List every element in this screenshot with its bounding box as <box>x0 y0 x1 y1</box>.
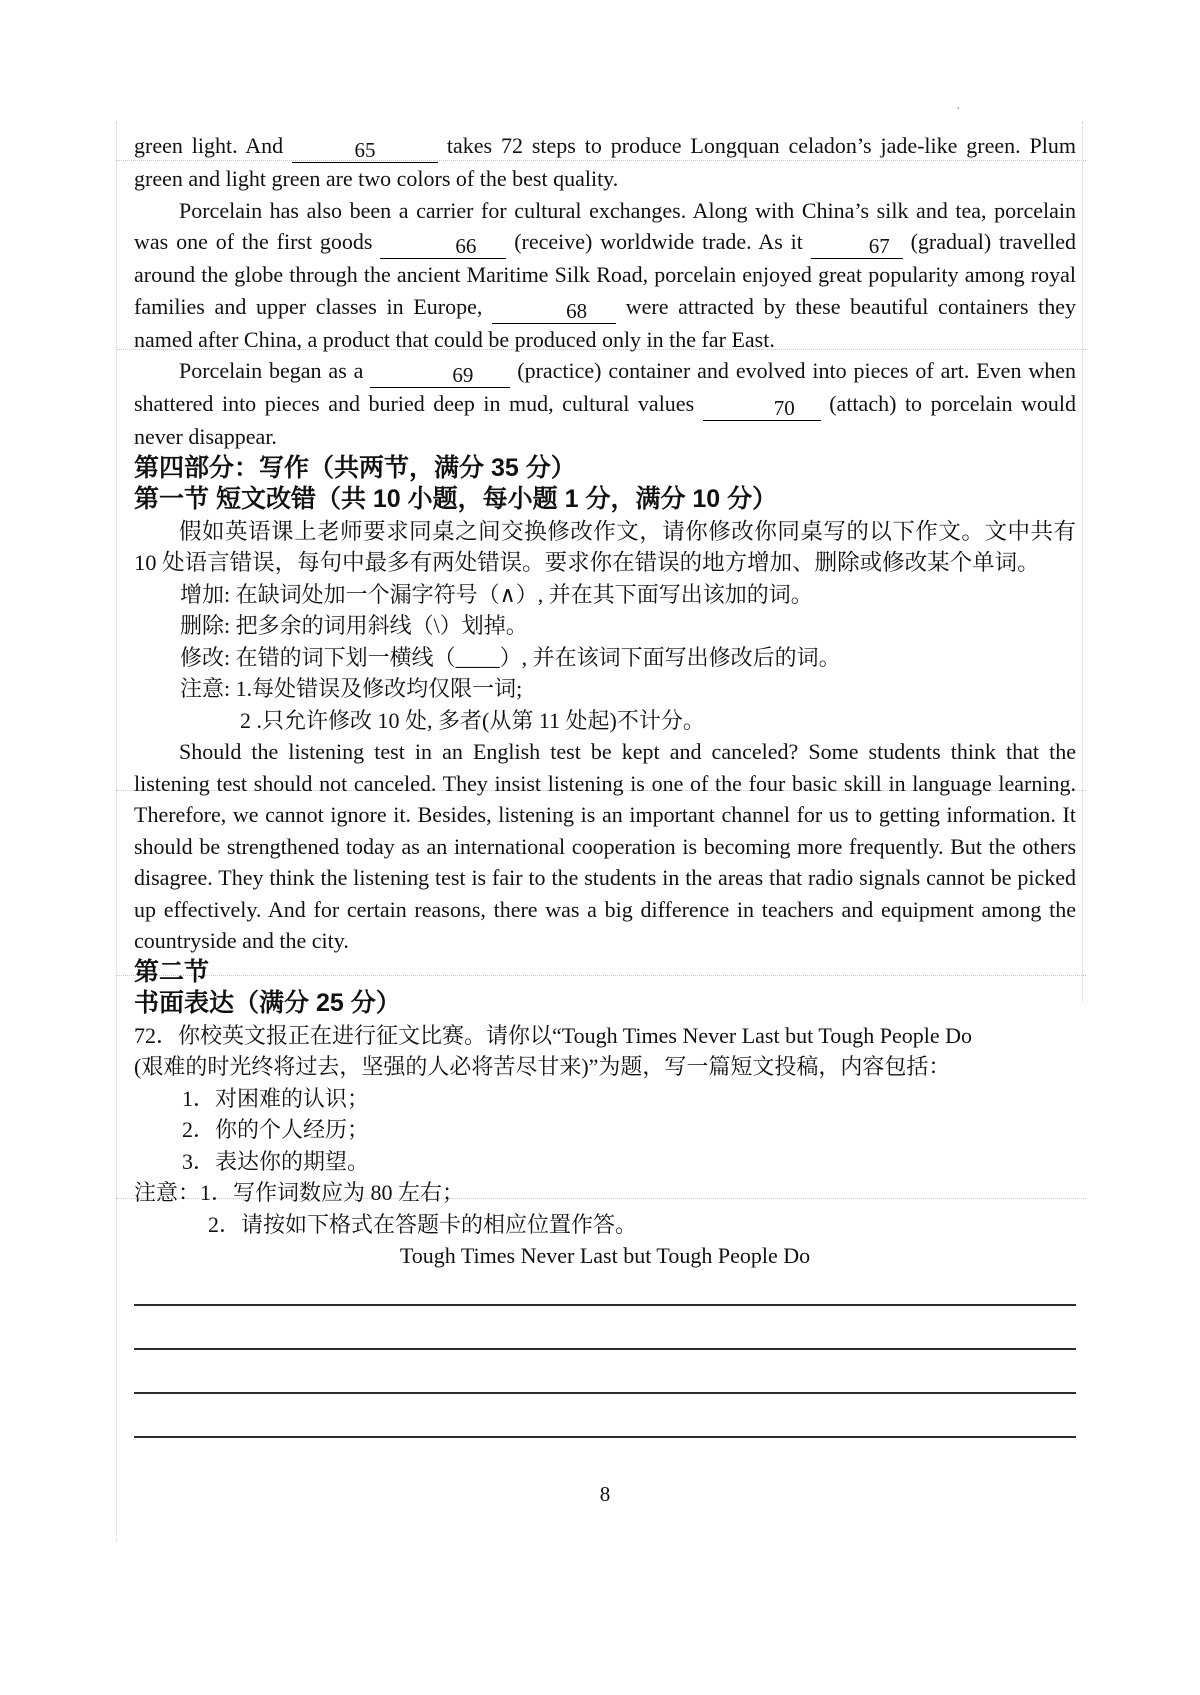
part4-heading: 第四部分：写作（共两节，满分 35 分） <box>134 453 576 482</box>
cloze-text: Porcelain began as a <box>179 358 371 383</box>
blank-67 <box>811 234 903 259</box>
page-number: 8 <box>599 1481 611 1506</box>
writing-area <box>134 1304 1076 1438</box>
correction-rule-add: 增加: 在缺词处加一个漏字符号（∧）, 并在其下面写出该加的词。 <box>180 581 813 607</box>
section2-heading: 第二节 <box>134 957 210 986</box>
blank-68 <box>492 299 616 324</box>
cloze-text: Porcelain has also been a carrier for cultural exchanges. Along with China’s silk and tea, porcelain was one of the first goods <box>134 197 1076 254</box>
composition-item-1: 1．对困难的认识； <box>182 1085 370 1111</box>
blank-number: 67 <box>868 234 890 258</box>
composition-note-2: 2．请按如下格式在答题卡的相应位置作答。 <box>208 1211 638 1237</box>
page-content <box>134 130 1076 1508</box>
cloze-text: (receive) worldwide trade. As it <box>506 229 811 254</box>
blank-number: 69 <box>452 363 474 387</box>
correction-rule-delete: 删除: 把多余的词用斜线（\）划掉。 <box>180 613 528 638</box>
scan-stray-mark: · <box>956 102 961 117</box>
correction-note-2: 2 .只允许修改 10 处, 多者(从第 11 处起)不计分。 <box>240 707 705 733</box>
blank-69 <box>370 363 510 388</box>
cloze-text: green light. And <box>134 133 292 158</box>
cloze-paragraph-3 <box>134 355 1076 453</box>
cloze-text: (practice) container and evolved into pieces of art. Even when shattered into pieces and buried deep in mud, cultural values <box>134 358 1077 416</box>
writing-line-4 <box>134 1436 1076 1438</box>
composition-item-3: 3．表达你的期望。 <box>182 1148 370 1174</box>
blank-66 <box>380 234 506 259</box>
cloze-paragraph-2 <box>134 195 1076 356</box>
composition-task-line-1: 72．你校英文报正在进行征文比赛。请你以“Tough Times Never Last but Tough People Do <box>134 1022 972 1048</box>
composition-heading: 书面表达（满分 25 分） <box>134 989 401 1017</box>
scan-artifact-left-rule <box>116 122 117 1542</box>
blank-65 <box>292 138 438 163</box>
composition-item-2: 2．你的个人经历； <box>182 1117 370 1142</box>
correction-passage: Should the listening test in an English test be kept and canceled? Some students think that the listening test should not canceled. They insist listening is one of the four basic skill in language learning. Therefore, we cannot ignore it. Besides, listening is an important channel for us to getting information. It should be strengthened today as an international cooperation is becoming more frequently. But the others disagree. They think the listening test is fair to the students in the areas that radio signals cannot be picked up effectively. And for certain reasons, there was a big difference in teachers and equipment among the countryside and the city. <box>134 739 1076 953</box>
correction-note-1: 注意: 1.每处错误及修改均仅限一词; <box>180 676 523 701</box>
blank-number: 70 <box>773 396 795 420</box>
correction-intro: 假如英语课上老师要求同桌之间交换修改作文，请你修改你同桌写的以下作文。文中共有 10 处语言错误，每句中最多有两处错误。要求你在错误的地方增加、删除或修改某个单词。 <box>134 518 1076 575</box>
writing-line-3 <box>134 1392 1076 1394</box>
cloze-text: (gradual) travelled around the globe through the ancient Maritime Silk Road, porcelain enjoyed great popularity among royal families and upper classes in Europe, <box>134 229 1077 319</box>
cloze-text: (attach) to porcelain would never disappear. <box>134 391 1076 449</box>
scan-artifact-right-rule <box>1082 122 1083 1002</box>
blank-number: 66 <box>455 234 477 258</box>
writing-line-2 <box>134 1348 1076 1350</box>
blank-number: 65 <box>354 138 376 162</box>
cloze-text: takes 72 steps to produce Longquan celadon’s jade-like green. Plum green and light green are two colors of the best quality. <box>134 133 1076 191</box>
section1-heading: 第一节 短文改错（共 10 小题，每小题 1 分，满分 10 分） <box>134 485 778 513</box>
writing-line-1 <box>134 1304 1076 1306</box>
blank-number: 68 <box>566 298 588 323</box>
composition-task-line-2: (艰难的时光终将过去，坚强的人必将苦尽甘来)”为题，写一篇短文投稿，内容包括： <box>134 1054 951 1079</box>
essay-title: Tough Times Never Last but Tough People Do <box>399 1243 811 1268</box>
composition-note-1: 注意：1．写作词数应为 80 左右； <box>134 1180 465 1205</box>
blank-70 <box>703 396 821 421</box>
cloze-text: were attracted by these beautiful containers they named after China, a product that could be produced only in the far East. <box>134 293 1076 352</box>
cloze-paragraph-1 <box>134 130 1076 195</box>
correction-rule-modify: 修改: 在错的词下划一横线（____）, 并在该词下面写出修改后的词。 <box>180 644 841 670</box>
